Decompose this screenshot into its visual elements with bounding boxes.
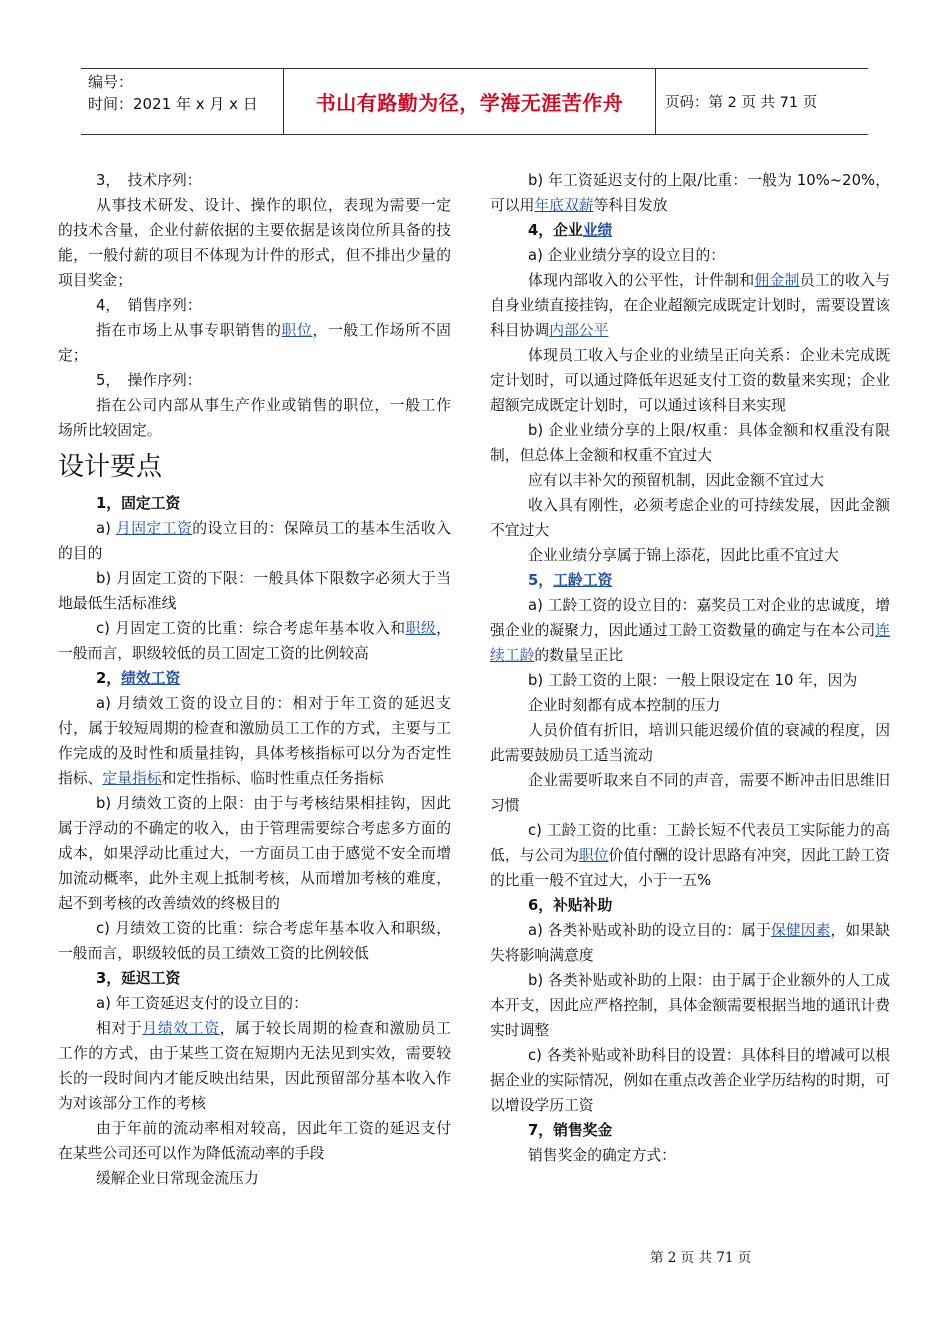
page-header	[81, 68, 868, 135]
paragraph: 应有以丰补欠的预留机制，因此金额不宜过大	[528, 472, 824, 489]
paragraph: c) 月绩效工资的比重：综合考虑年基本收入和职级，一般而言，职级较低的员工绩效工资的比例较低	[58, 920, 451, 962]
subheading: 5，工龄工资	[528, 572, 613, 589]
paragraph: 企业时刻都有成本控制的压力	[528, 697, 721, 714]
paragraph: 由于年前的流动率相对较高，因此年工资的延迟支付在某些公司还可以作为降低流动率的手段	[58, 1120, 451, 1162]
paragraph: b) 各类补贴或补助的上限：由于属于企业额外的人工成本开支，因此应严格控制，具体金额需要根据当地的通讯计费实时调整	[490, 972, 890, 1039]
paragraph: 销售奖金的确定方式：	[528, 1147, 676, 1164]
paragraph: b) 月绩效工资的上限：由于与考核结果相挂钩，因此属于浮动的不确定的收入，由于管理需要综合考虑多方面的成本，如果浮动比重过大，一方面员工由于感觉不安全而增加流动概率，此外主观上抵制考核，从而增加考核的难度，起不到考核的改善绩效的终极目的	[58, 795, 451, 912]
paragraph: a) 月绩效工资的设立目的：相对于年工资的延迟支付，属于较短周期的检查和激励员工工作的方式，主要与工作完成的及时性和质量挂钩，具体考核指标可以分为否定性指标、定量指标和定性指标、临时性重点任务指标	[58, 695, 451, 787]
subheading: 3，延迟工资	[96, 970, 181, 987]
subheading: 2，绩效工资	[96, 670, 181, 687]
link-monthly-performance-pay[interactable]: 月绩效工资	[142, 1020, 220, 1037]
subheading: 4，企业业绩	[528, 222, 613, 239]
paragraph: 指在市场上从事专职销售的职位，一般工作场所不固定；	[58, 322, 451, 364]
paragraph: 相对于月绩效工资，属于较长周期的检查和激励员工工作的方式，由于某些工资在短期内无法见到实效，需要较长的一段时间内才能反映出结果，因此预留部分基本收入作为对该部分工作的考核	[58, 1020, 451, 1112]
paragraph: 4， 销售序列：	[96, 297, 202, 314]
header-motto: 书山有路勤为径，学海无涯苦作舟	[284, 69, 656, 134]
subheading: 1，固定工资	[96, 495, 181, 512]
link-year-end-bonus[interactable]: 年底双薪	[534, 197, 594, 214]
section-heading: 设计要点	[58, 452, 163, 482]
link-position[interactable]: 职位	[578, 847, 609, 864]
paragraph: 人员价值有折旧，培训只能迟缓价值的衰减的程度，因此需要鼓励员工适当流动	[490, 722, 890, 764]
paragraph: c) 月固定工资的比重：综合考虑年基本收入和职级，一般而言，职级较低的员工固定工资的比例较高	[58, 620, 451, 662]
paragraph: a) 工龄工资的设立目的：嘉奖员工对企业的忠诚度，增强企业的凝聚力，因此通过工龄工资数量的确定与在本公司连续工龄的数量呈正比	[490, 597, 890, 664]
link-position[interactable]: 职位	[281, 322, 313, 339]
paragraph: a) 年工资延迟支付的设立目的：	[96, 995, 308, 1012]
link-performance-pay[interactable]: 绩效工资	[121, 670, 181, 687]
link-performance[interactable]: 业绩	[582, 222, 613, 239]
doc-date-label: 时间：2021 年 x 月 x 日	[88, 95, 258, 113]
right-column	[490, 168, 890, 1168]
link-hygiene-factor[interactable]: 保健因素	[770, 922, 831, 939]
link-monthly-fixed-salary[interactable]: 月固定工资	[116, 520, 193, 537]
paragraph: 指在公司内部从事生产作业或销售的职位，一般工作场所比较固定。	[58, 397, 451, 439]
header-meta	[81, 69, 284, 134]
paragraph: b) 月固定工资的下限：一般具体下限数字必须大于当地最低生活标准线	[58, 570, 451, 612]
paragraph: a) 月固定工资的设立目的：保障员工的基本生活收入的目的	[58, 520, 451, 562]
link-job-grade[interactable]: 职级	[405, 620, 437, 637]
paragraph: a) 企业业绩分享的设立目的：	[528, 247, 726, 264]
paragraph: c) 工龄工资的比重：工龄长短不代表员工实际能力的高低，与公司为职位价值付酬的设计思路有冲突，因此工龄工资的比重一般不宜过大，小于一五%	[490, 822, 890, 889]
link-commission[interactable]: 佣金制	[754, 272, 800, 289]
paragraph: b) 年工资延迟支付的上限/比重：一般为 10%~20%，可以用年底双薪等科目发放	[490, 172, 890, 214]
link-continuous-service[interactable]: 连续工龄	[490, 622, 890, 664]
subheading: 6，补贴补助	[528, 897, 613, 914]
header-page-info: 页码：第 2 页 共 71 页	[665, 95, 818, 111]
link-seniority-pay[interactable]: 工龄工资	[553, 572, 613, 589]
paragraph: 收入具有刚性，必须考虑企业的可持续发展，因此金额不宜过大	[490, 497, 890, 539]
paragraph: 缓解企业日常现金流压力	[96, 1170, 259, 1187]
paragraph: 企业业绩分享属于锦上添花，因此比重不宜过大	[528, 547, 839, 564]
paragraph: 从事技术研发、设计、操作的职位，表现为需要一定的技术含量，企业付薪依据的主要依据是该岗位所具备的技能，一般付薪的项目不体现为计件的形式，但不排出少量的项目奖金；	[58, 197, 451, 289]
paragraph: b) 企业业绩分享的上限/权重：具体金额和权重没有限制，但总体上金额和权重不宜过大	[490, 422, 890, 464]
paragraph: 5， 操作序列：	[96, 372, 202, 389]
paragraph: c) 各类补贴或补助科目的设置：具体科目的增减可以根据企业的实际情况，例如在重点改善企业学历结构的时期，可以增设学历工资	[490, 1047, 890, 1114]
paragraph: b) 工龄工资的上限：一般上限设定在 10 年，因为	[528, 672, 858, 689]
doc-number-label: 编号：	[88, 73, 134, 91]
paragraph: 3， 技术序列：	[96, 172, 202, 189]
link-quantitative-index[interactable]: 定量指标	[102, 770, 162, 787]
left-column	[58, 168, 451, 1191]
paragraph: 体现内部收入的公平性，计件制和佣金制员工的收入与自身业绩直接挂钩，在企业超额完成既定计划时，需要设置该科目协调内部公平	[490, 272, 890, 339]
subheading: 7，销售奖金	[528, 1122, 613, 1139]
link-internal-fairness[interactable]: 内部公平	[549, 322, 609, 339]
paragraph: 体现员工收入与企业的业绩呈正向关系：企业未完成既定计划时，可以通过降低年迟延支付工资的数量来实现；企业超额完成既定计划时，可以通过该科目来实现	[490, 347, 890, 414]
page-footer: 第 2 页 共 71 页	[650, 1250, 752, 1266]
paragraph: 企业需要听取来自不同的声音，需要不断冲击旧思维旧习惯	[490, 772, 890, 814]
paragraph: a) 各类补贴或补助的设立目的：属于保健因素，如果缺失将影响满意度	[490, 922, 890, 964]
